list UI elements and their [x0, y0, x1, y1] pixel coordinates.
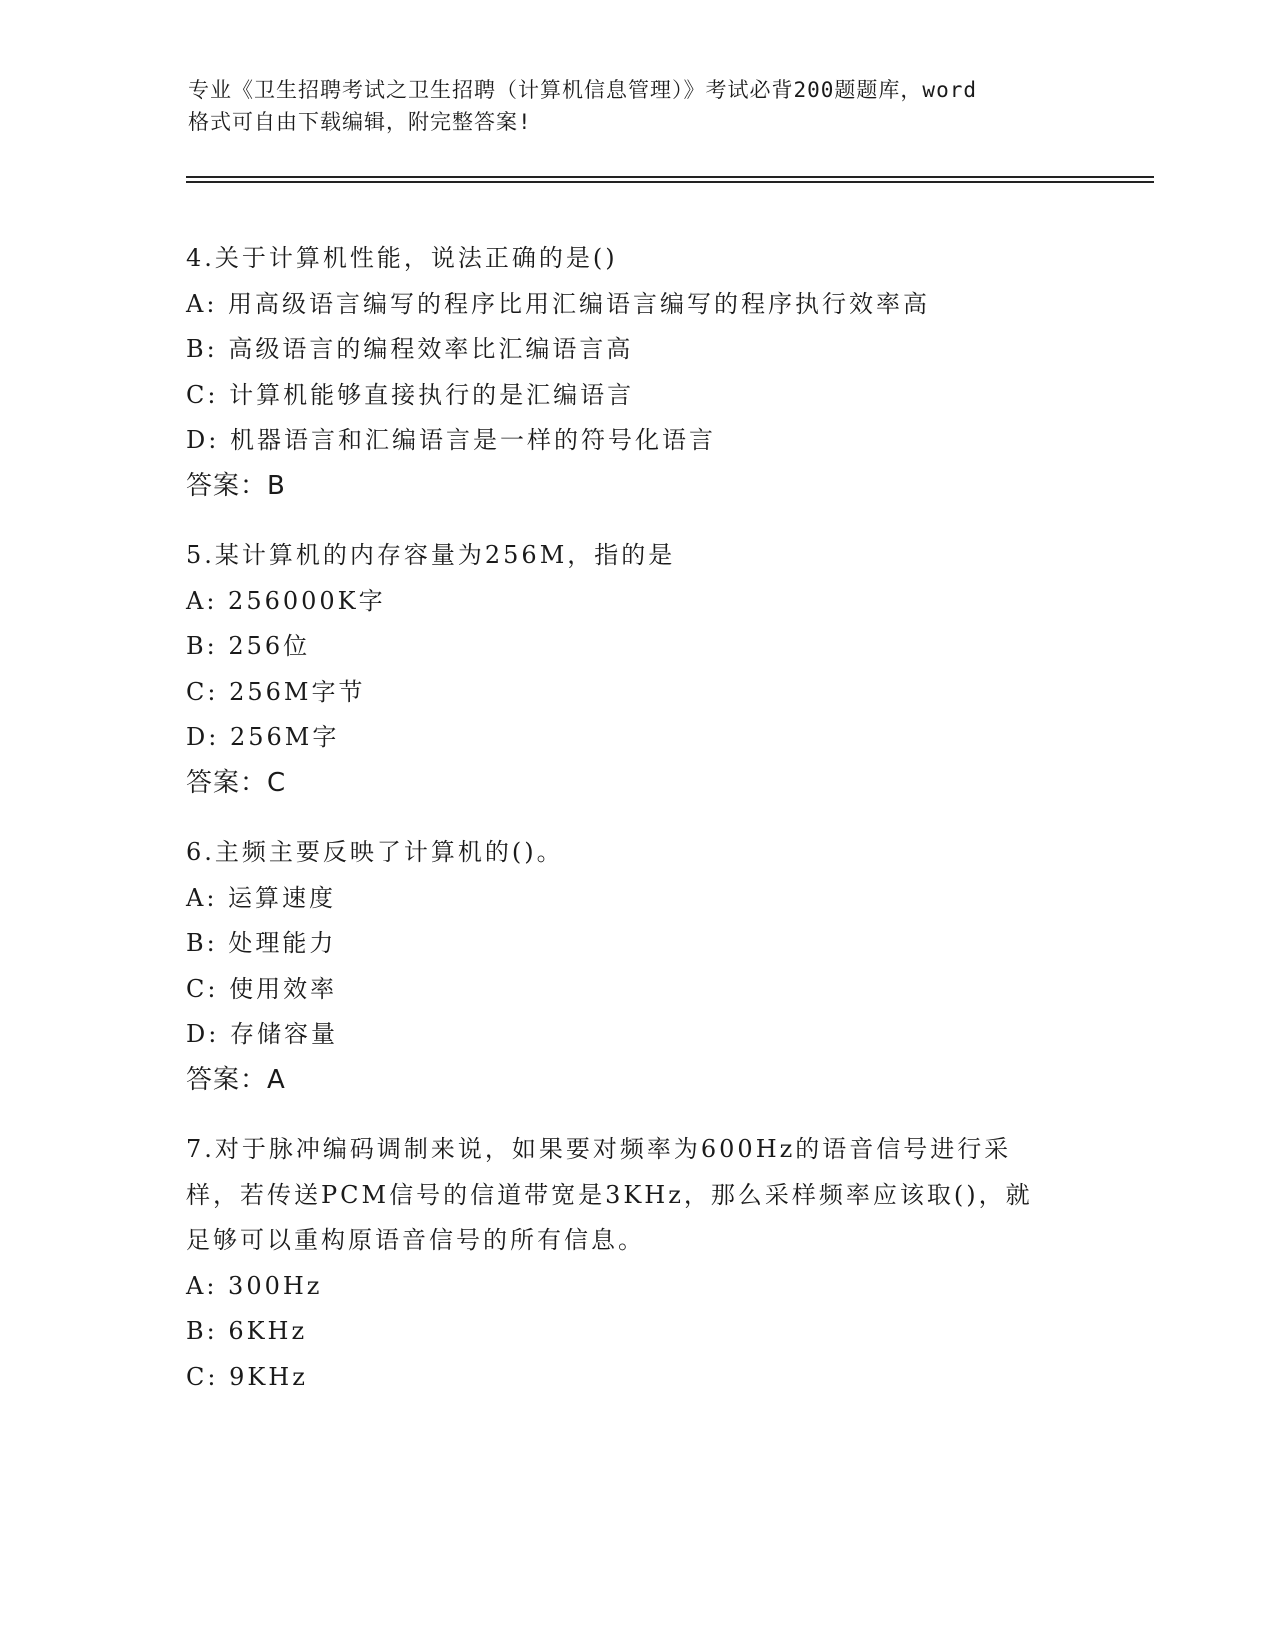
option-a: A: 运算速度: [186, 883, 337, 912]
option-d: D: 存储容量: [186, 1020, 338, 1048]
stem-line: 7.对于脉冲编码调制来说，如果要对频率为600Hz的语音信号进行采: [186, 1135, 1012, 1163]
answer-label: 答案：C: [186, 767, 287, 798]
header-divider: [186, 176, 1154, 183]
header-line-2: 格式可自由下载编辑，附完整答案!: [188, 110, 532, 134]
question-5: [186, 533, 1086, 806]
document-header: [188, 74, 1088, 138]
stem-line: 样，若传送PCM信号的信道带宽是3KHz，那么采样频率应该取()，就: [186, 1180, 1033, 1209]
question-6: [186, 830, 1086, 1103]
stem-line: 足够可以重构原语音信号的所有信息。: [186, 1226, 645, 1254]
question-stem: [186, 830, 1086, 876]
question-list: [186, 236, 1086, 1424]
option-b: B: 256位: [186, 632, 311, 660]
option-d: D: 机器语言和汇编语言是一样的符号化语言: [186, 426, 716, 454]
option-c: C: 计算机能够直接执行的是汇编语言: [186, 380, 635, 409]
option-a: A: 用高级语言编写的程序比用汇编语言编写的程序执行效率高: [186, 289, 931, 318]
option-c: C: 9KHz: [186, 1362, 308, 1391]
question-4: [186, 236, 1086, 509]
option-b: B: 6KHz: [186, 1317, 308, 1345]
option-a: A: 256000K字: [186, 586, 386, 615]
question-stem: [186, 1127, 1086, 1264]
option-a: A: 300Hz: [186, 1271, 323, 1300]
question-7: [186, 1127, 1086, 1400]
option-b: B: 处理能力: [186, 929, 337, 957]
answer-label: 答案：B: [186, 470, 286, 501]
header-line-1: 专业《卫生招聘考试之卫生招聘（计算机信息管理）》考试必背200题题库，word: [188, 78, 977, 102]
option-b: B: 高级语言的编程效率比汇编语言高: [186, 335, 634, 363]
option-d: D: 256M字: [186, 723, 340, 751]
answer-label: 答案：A: [186, 1064, 286, 1095]
option-c: C: 使用效率: [186, 974, 338, 1003]
stem-line: 4.关于计算机性能，说法正确的是(): [186, 244, 618, 272]
stem-line: 6.主频主要反映了计算机的()。: [186, 838, 564, 866]
question-stem: [186, 533, 1086, 579]
stem-line: 5.某计算机的内存容量为256M，指的是: [186, 541, 676, 569]
option-c: C: 256M字节: [186, 677, 366, 706]
question-stem: [186, 236, 1086, 282]
